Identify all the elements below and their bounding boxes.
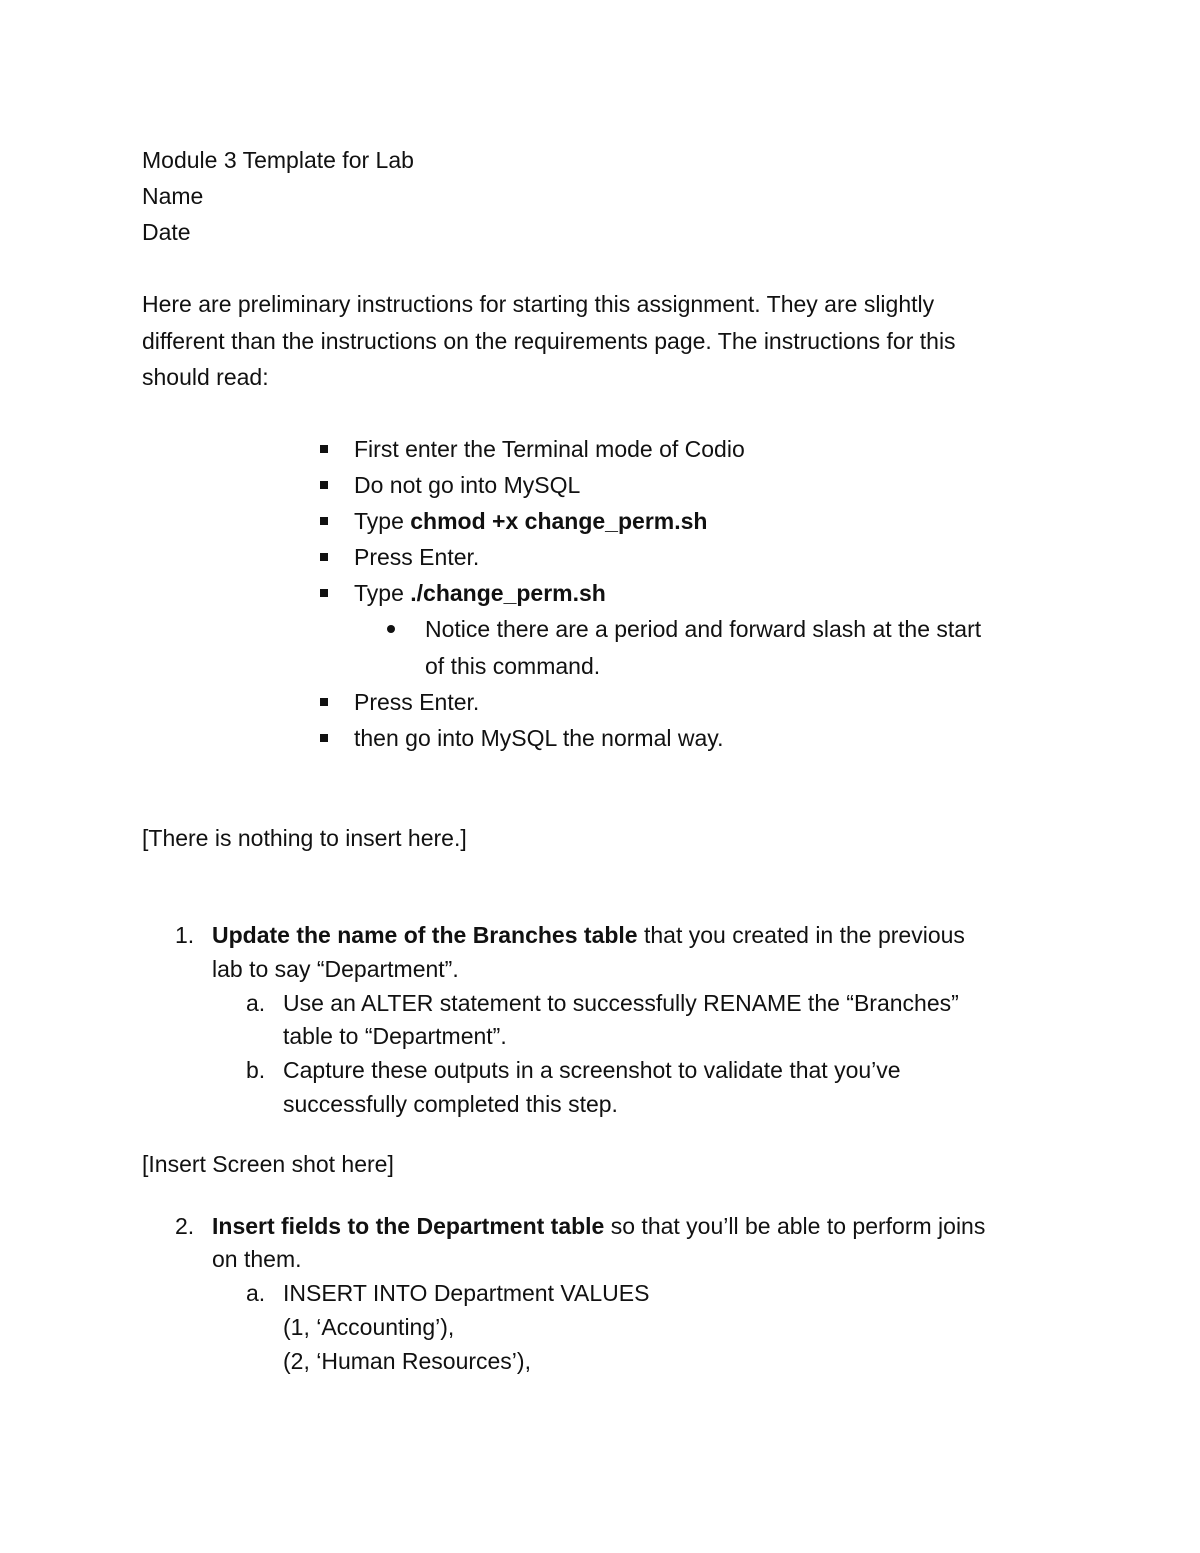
step-2: Do not go into MySQL [354, 472, 581, 498]
square-bullet-icon [320, 445, 328, 453]
intro-line-1: Here are preliminary instructions for starting this assignment. They are slightly [142, 291, 935, 317]
task-1b-line-1: Capture these outputs in a screenshot to validate that you’ve [283, 1057, 901, 1083]
document-title: Module 3 Template for Lab [142, 147, 414, 173]
square-bullet-icon [320, 698, 328, 706]
step-3-prefix: Type [354, 508, 411, 534]
task-2-line-2: on them. [212, 1246, 302, 1272]
step-1: First enter the Terminal mode of Codio [354, 436, 745, 462]
task-1a-line-1: Use an ALTER statement to successfully RENAME the “Branches” [283, 990, 959, 1016]
step-5 [354, 578, 606, 608]
task-1-line-1 [212, 920, 965, 950]
task-1-rest: that you created in the previous [637, 922, 965, 948]
step-3-command: chmod +x change_perm.sh [410, 508, 708, 534]
step-5-note-line-1: Notice there are a period and forward slash at the start [425, 616, 982, 642]
step-7: then go into MySQL the normal way. [354, 725, 724, 751]
square-bullet-icon [320, 589, 328, 597]
task-1-number: 1. [175, 922, 195, 948]
step-6: Press Enter. [354, 689, 480, 715]
task-1-bold: Update the name of the Branches table [212, 922, 638, 948]
placeholder-nothing-to-insert: [There is nothing to insert here.] [142, 825, 467, 851]
round-bullet-icon [387, 625, 395, 633]
task-2a-line-1: INSERT INTO Department VALUES [283, 1280, 650, 1306]
intro-line-2: different than the instructions on the requirements page. The instructions for this [142, 328, 956, 354]
task-2a-line-2: (1, ‘Accounting’), [283, 1314, 455, 1340]
step-5-note-line-2: of this command. [425, 653, 601, 679]
task-2-line-1 [212, 1211, 985, 1241]
square-bullet-icon [320, 517, 328, 525]
task-2-bold: Insert fields to the Department table [212, 1213, 605, 1239]
square-bullet-icon [320, 734, 328, 742]
step-4: Press Enter. [354, 544, 480, 570]
task-2-number: 2. [175, 1213, 195, 1239]
placeholder-insert-screenshot: [Insert Screen shot here] [142, 1151, 394, 1177]
task-2-rest: so that you’ll be able to perform joins [604, 1213, 986, 1239]
task-2a-line-3: (2, ‘Human Resources’), [283, 1348, 531, 1374]
name-label: Name [142, 183, 204, 209]
step-5-prefix: Type [354, 580, 411, 606]
task-1-line-2: lab to say “Department”. [212, 956, 459, 982]
task-1b-line-2: successfully completed this step. [283, 1091, 618, 1117]
date-label: Date [142, 219, 191, 245]
task-1a-line-2: table to “Department”. [283, 1023, 507, 1049]
square-bullet-icon [320, 553, 328, 561]
task-2a-marker: a. [246, 1280, 266, 1306]
task-1b-marker: b. [246, 1057, 266, 1083]
intro-line-3: should read: [142, 364, 269, 390]
task-1a-marker: a. [246, 990, 266, 1016]
step-3 [354, 506, 707, 536]
step-5-command: ./change_perm.sh [410, 580, 606, 606]
square-bullet-icon [320, 481, 328, 489]
